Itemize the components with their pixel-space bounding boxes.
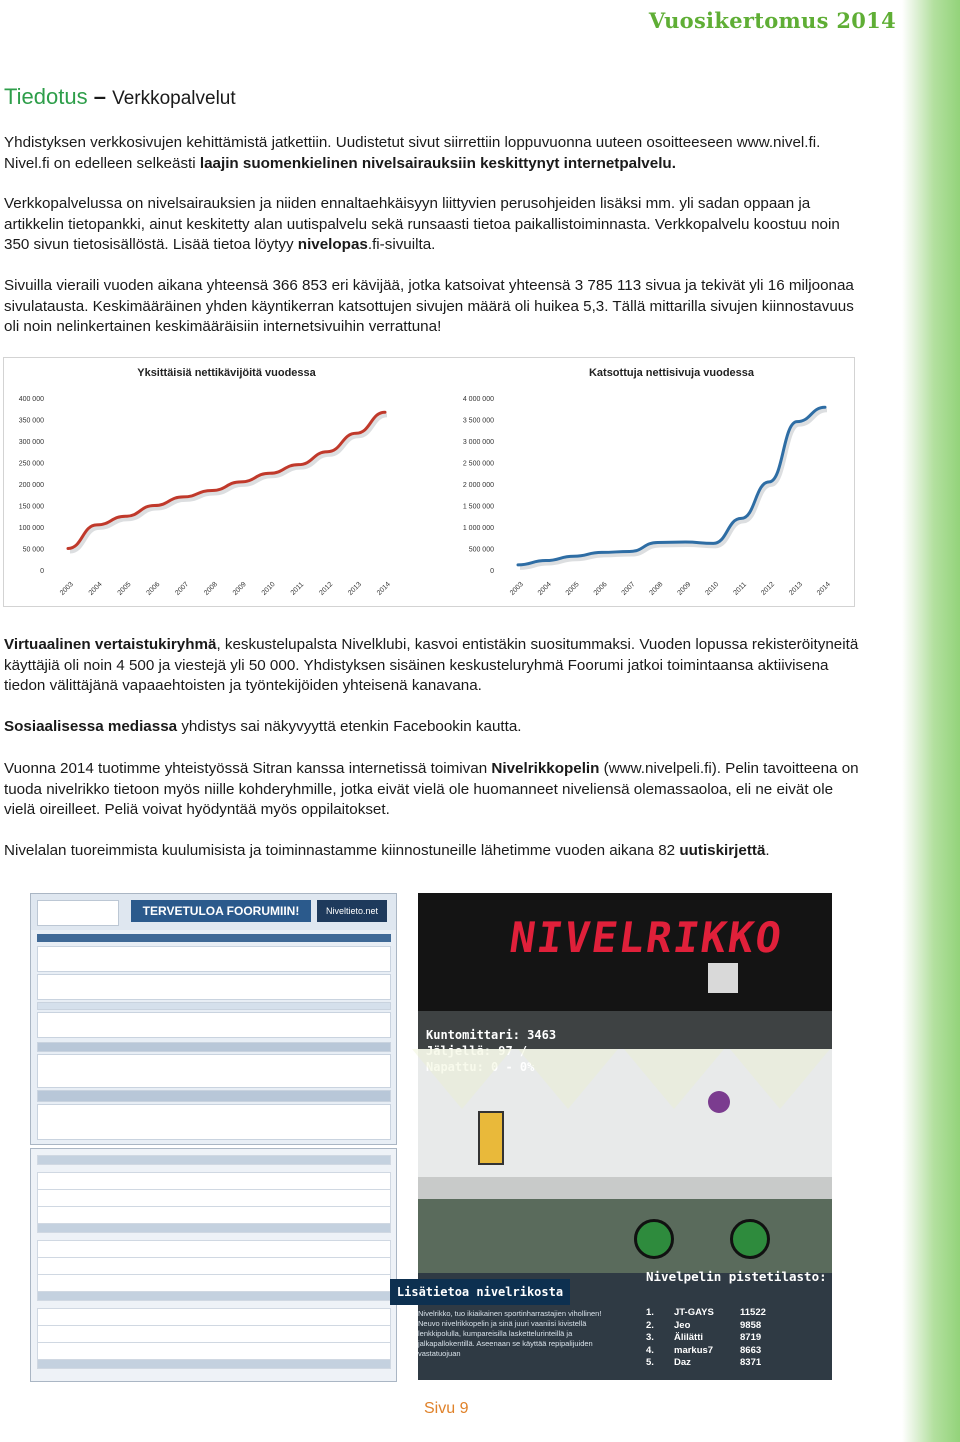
x-tick-label: 2014 [375,580,392,597]
x-tick-label: 2009 [231,580,248,597]
forum-row [37,1054,391,1088]
data-point [629,551,631,553]
score-value: 8663 [740,1344,762,1356]
game-floor [418,1177,832,1199]
text: .fi-sivuilta. [367,236,436,254]
y-tick-label: 0 [490,568,494,575]
x-tick-label: 2007 [620,580,637,597]
x-tick-label: 2005 [116,580,133,597]
score-value: 8719 [740,1332,762,1343]
bold-text: laajin suomenkielinen nivelsairauksiin keskittynyt internetpalvelu. [199,154,676,172]
chart-title: Yksittäisiä nettikävijöitä vuodessa [137,367,316,379]
paragraph-content [4,194,864,256]
x-tick-label: 2012 [760,580,777,597]
y-tick-label: 100 000 [18,525,44,532]
scores-title: Nivelpelin pistetilasto: [646,1269,827,1284]
y-tick-label: 50 000 [22,546,44,554]
more-info-button[interactable]: Lisätietoa nivelrikosta [390,1279,570,1305]
score-name: Älilätti [674,1332,704,1343]
game-stat-caught: Napattu: 0 - 0% [426,1060,535,1074]
text: , keskustelupalsta Nivelklubi, kasvoi entistäkin suositummaksi. Vuoden lopussa rekisteröityneitä käyttäjiä oli noin 4 500 ja viestejä yli 50 000. Yhdistyksen sisäinen keskusteluryhmä Foorumi jatkoi toimintaansa aktiivisena tiedon välittäjänä vapaaehtoisten ja työntekijöiden yhteisenä kanavana. [4,636,859,695]
score-row [646,1332,780,1345]
lamp-icon [730,1049,830,1109]
score-rank: 3. [646,1332,654,1343]
x-tick-label: 2005 [564,580,581,597]
series-line [518,407,825,565]
game-figure-icon [708,963,738,993]
x-tick-label: 2006 [145,580,162,597]
y-tick-label: 3 000 000 [462,439,494,446]
y-tick-label: 250 000 [18,460,44,468]
forum-login-box [37,900,119,926]
score-value: 11522 [740,1307,766,1318]
forum-row [37,1090,391,1102]
arrow-right-icon[interactable] [730,1219,770,1259]
forum-list-row [37,1274,391,1292]
text: Vuonna 2014 tuotimme yhteistyössä Sitran kanssa internetissä toimivan [4,760,492,777]
x-tick-label: 2009 [676,580,693,597]
forum-logo: Niveltieto.net [317,900,387,922]
paragraph-peer-support [4,635,864,697]
game-screenshot [396,893,832,1380]
y-tick-label: 1 000 000 [462,525,494,532]
data-point [384,411,386,413]
score-name: Jeo [674,1319,691,1331]
forum-row [37,946,391,972]
y-tick-label: 200 000 [18,482,44,489]
text: Verkkopalvelussa on nivelsairauksien ja niiden ennaltaehkäisyyn liittyvien perusohjeiden lisäksi mm. yli sadan oppaan ja artikkelin tietopankki, ainut keskitetty alan uutispalvelu sekä runsaasti tietoa paikallistoiminnasta. Verkkopalvelu koostuu noin 350 sivun tietosisällöstä. Lisää tietoa löytyy [4,195,840,254]
data-point [240,481,242,483]
data-point [713,543,715,545]
text: Sivuilla vieraili vuoden aikana yhteensä 366 853 eri kävijää, jotka katsoivat yhteensä 3 785 113 sivua ja tekivät yli 16 miljoonaa sivulatausta. Keskimääräinen yhden käyntikerran katsottujen sivujen määrä oli huikea 5,3. Tällä mittarilla sivujen kiinnostavuus oli noin nelinkertainen keskimääräisiin internetsivuihin verrattuna! [4,277,854,336]
x-tick-label: 2003 [58,580,75,597]
data-point [517,564,519,566]
data-point [125,515,127,517]
charts-svg [4,358,854,606]
section-title-sub: Verkkopalvelut [112,88,236,109]
bold-text: uutiskirjettä [679,842,766,859]
x-tick-label: 2007 [174,580,191,597]
data-point [740,518,742,520]
series-line-shadow [520,410,827,568]
paragraph-newsletter [4,841,864,862]
game-intro: Nivelrikko, tuo ikiaikainen sportinharrastajien vihollinen! Neuvo nivelrikkopelin ja sinä juuri vaaniisi kivistellä lenkkipolulla, kumpareisilla laskettelurinteillä ja jalkapallokentillä. Aseenaan se käyttää repipalijuiden vastatuojuan [418,1309,602,1358]
y-tick-label: 300 000 [18,439,44,446]
forum-nav [37,934,391,942]
forum-list-row [37,1308,391,1326]
bold-text: Nivelrikkopelin [491,760,600,777]
score-name: Daz [674,1357,691,1368]
section-title-main: Tiedotus [4,84,88,109]
x-tick-label: 2011 [289,581,306,597]
forum-list-row [37,1155,391,1165]
forum-header [31,894,396,930]
series-line [68,412,385,548]
ball-icon [708,1091,730,1113]
y-tick-label: 500 000 [468,546,494,554]
data-point [298,464,300,466]
y-tick-label: 3 500 000 [462,417,494,425]
game-control-bar [418,1199,832,1273]
game-info-area [396,1269,832,1380]
paragraph-website [4,133,864,174]
data-point [211,490,213,492]
score-row [646,1345,780,1358]
y-tick-label: 400 000 [18,396,44,403]
chart-title: Katsottuja nettisivuja vuodessa [588,367,755,379]
text: Yhdistyksen verkkosivujen kehittämistä jatkettiin. Uudistetut sivut siirrettiin loppuvuonna uuteen osoitteeseen www.nivel.fi. Nivel.fi on edelleen selkeästi [4,134,821,172]
section-title-dash: – [93,84,106,109]
score-name: markus7 [674,1344,714,1356]
game-logo: NIVELRIKKO [506,913,787,962]
score-rank: 1. [646,1307,654,1318]
score-rank: 2. [646,1319,654,1331]
y-tick-label: 2 500 000 [462,460,494,468]
text: (www.nivelpeli.fi). Pelin tavoitteena on tuoda nivelrikko tietoon myös niille kohderyhmille, jotka eivät vielä ole huomanneet niveliensä olemassaoloa, eli ne eivät ole vielä oireilleet. Peliä voivat hyödyntää myös oppilaitokset. [4,760,859,819]
x-tick-label: 2004 [536,580,553,597]
scores-table [646,1307,780,1370]
forum-list-row [37,1240,391,1258]
forum-list-row [37,1291,391,1301]
y-tick-label: 350 000 [18,417,44,425]
bold-text: Sosiaalisessa mediassa [4,718,178,735]
data-point [685,541,687,543]
x-tick-label: 2008 [203,580,220,597]
data-point [657,542,659,544]
forum-list-row [37,1342,391,1360]
text: . [765,842,770,859]
decorative-sidebar [902,0,960,1442]
forum-list-row [37,1206,391,1224]
y-tick-label: 150 000 [18,503,44,511]
forum-row [37,1012,391,1038]
paragraph-statistics [4,276,864,338]
forum-list-row [37,1223,391,1233]
data-point [545,560,547,562]
text: yhdistys sai näkyvyyttä etenkin Facebookin kautta. [177,718,522,735]
bold-text: nivelopas [297,236,368,254]
data-point [355,432,357,434]
score-value: 8371 [740,1357,762,1368]
y-tick-label: 2 000 000 [462,482,494,489]
y-tick-label: 1 500 000 [462,503,494,511]
forum-list-screenshot [30,1148,397,1382]
x-tick-label: 2013 [788,580,805,597]
score-row [646,1307,780,1320]
x-tick-label: 2014 [815,580,832,597]
data-point [796,421,798,423]
data-point [601,552,603,554]
score-rank: 5. [646,1357,654,1368]
x-tick-label: 2010 [704,580,721,597]
x-tick-label: 2004 [87,580,104,597]
forum-row [37,974,391,1000]
paragraph-game [4,759,864,821]
score-rank: 4. [646,1344,654,1356]
forum-screenshot [30,893,397,1145]
x-tick-label: 2008 [648,580,665,597]
game-title-area [418,893,832,1011]
score-row [646,1357,780,1370]
forum-row [37,1002,391,1010]
lamp-icon [412,1049,512,1109]
forum-row [37,1042,391,1052]
game-player-icon [478,1111,504,1165]
data-point [269,472,271,474]
data-point [768,481,770,483]
data-point [327,451,329,453]
x-tick-label: 2006 [592,580,609,597]
data-point [824,406,826,408]
score-row [646,1320,780,1333]
score-name: JT-GAYS [674,1307,714,1318]
forum-row [37,1104,391,1140]
lamp-icon [518,1049,618,1109]
data-point [573,555,575,557]
text: Nivelalan tuoreimmista kuulumisista ja toiminnastamme kiinnostuneille lähetimme vuoden aikana 82 [4,842,680,859]
game-stat-fitness: Kuntomittari: 3463 [426,1028,557,1042]
data-point [154,505,156,507]
document-header: Vuosikertomus 2014 [648,8,896,33]
charts-container [3,357,855,607]
forum-list-row [37,1172,391,1190]
forum-list-row [37,1257,391,1275]
x-tick-label: 2013 [347,580,364,597]
forum-list-row [37,1359,391,1369]
bold-text: Virtuaalinen vertaistukiryhmä [4,636,217,653]
arrow-left-icon[interactable] [634,1219,674,1259]
x-tick-label: 2010 [260,580,277,597]
data-point [67,548,69,550]
forum-list-row [37,1189,391,1207]
x-tick-label: 2012 [318,580,335,597]
score-value: 9858 [740,1319,762,1331]
section-title [4,84,236,110]
y-tick-label: 4 000 000 [462,396,494,403]
x-tick-label: 2003 [508,580,525,597]
forum-list-row [37,1325,391,1343]
forum-banner: TERVETULOA FOORUMIIN! [131,900,311,922]
data-point [96,524,98,526]
game-stat-remaining: Jäljellä: 97 / [426,1044,528,1058]
page-number: Sivu 9 [424,1400,469,1417]
data-point [182,496,184,498]
game-play-area [418,1011,832,1199]
x-tick-label: 2011 [732,581,749,597]
y-tick-label: 0 [40,568,44,575]
paragraph-social-media [4,717,864,738]
